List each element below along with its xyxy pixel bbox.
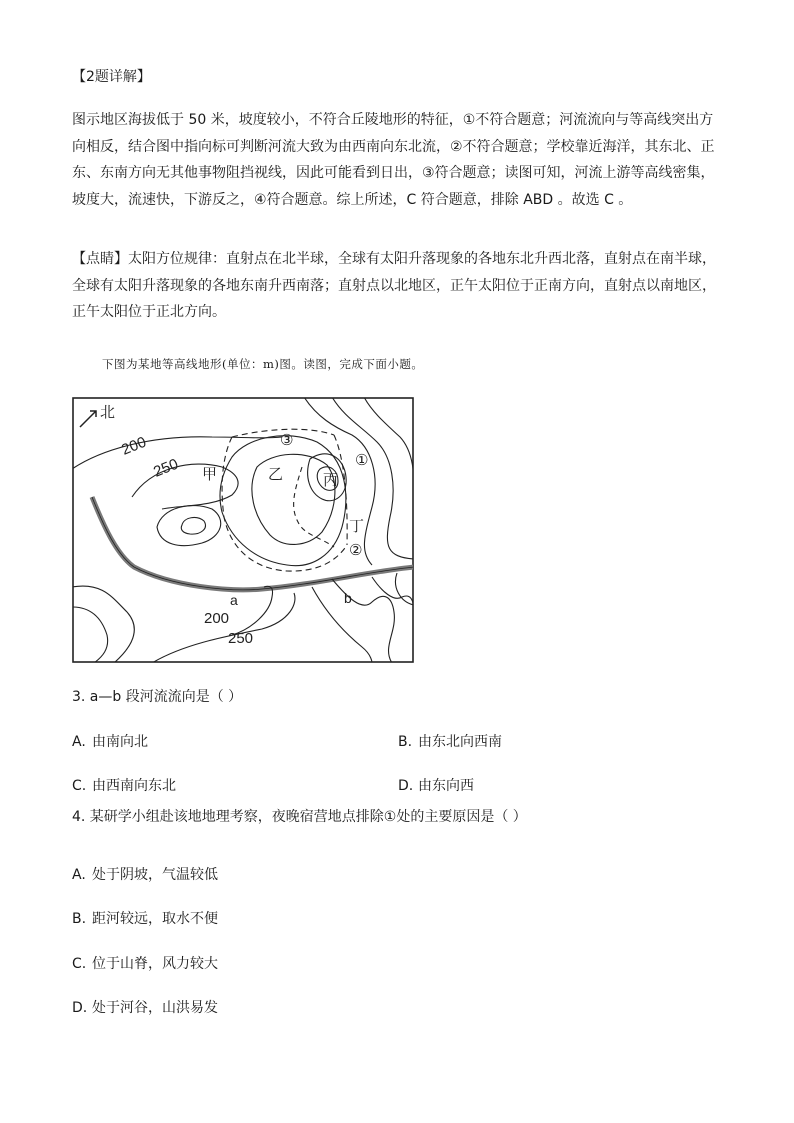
option-text: 由西南向东北	[92, 778, 176, 794]
contour-label: 250	[228, 630, 254, 647]
option-letter: D.	[398, 778, 414, 794]
section-heading: 【2题详解】	[72, 69, 151, 85]
option-text: 由南向北	[92, 734, 148, 750]
contour-label: 200	[119, 433, 149, 459]
marker-2: ②	[349, 542, 363, 559]
option-text: 距河较远，取水不便	[92, 911, 218, 927]
figure-caption: 下图为某地等高线地形(单位：m)图。读图，完成下面小题。	[102, 357, 424, 371]
q4-option-c[interactable]	[72, 953, 218, 973]
marker-1: ①	[355, 452, 369, 469]
place-label-b: b	[344, 590, 352, 606]
place-label-yi: 乙	[268, 466, 284, 483]
option-text: 位于山脊，风力较大	[92, 956, 218, 972]
option-text: 处于河谷，山洪易发	[92, 1000, 218, 1016]
option-letter: C.	[72, 778, 87, 794]
q3-option-c[interactable]	[72, 775, 176, 795]
north-label: 北	[100, 404, 116, 421]
option-text: 由东向西	[418, 778, 474, 794]
contour-map	[72, 397, 414, 663]
option-text: 处于阴坡，气温较低	[92, 867, 218, 883]
tip-text: 【点睛】太阳方位规律：直射点在北半球，全球有太阳升落现象的各地东北升西北落，直射点在南半球，全球有太阳升落现象的各地东南升西南落；直射点以北地区，正午太阳位于正南方向，直射点以南地区，正午太阳位于正北方向。	[72, 251, 716, 320]
marker-3: ③	[280, 432, 294, 449]
place-label-a: a	[230, 592, 238, 608]
q4-stem: 4. 某研学小组赴该地地理考察，夜晚宿营地点排除①处的主要原因是（ ）	[72, 809, 527, 825]
contour-label: 200	[204, 610, 230, 627]
option-letter: A.	[72, 734, 86, 750]
q4-option-a[interactable]	[72, 864, 218, 884]
place-label-ding: 丁	[349, 518, 365, 535]
place-label-jia: 甲	[202, 466, 218, 483]
contour-label: 250	[151, 455, 181, 481]
option-letter: B.	[398, 734, 413, 750]
q4-option-b[interactable]	[72, 908, 218, 928]
q3-stem: 3. a—b 段河流流向是（ ）	[72, 689, 243, 705]
place-label-bing: 丙	[323, 472, 339, 489]
option-letter: A.	[72, 867, 86, 883]
explanation-text: 图示地区海拔低于 50 米，坡度较小，不符合丘陵地形的特征，①不符合题意；河流流向与等高线突出方向相反，结合图中指向标可判断河流大致为由西南向东北流，②不符合题意；学校靠近海洋，其东北、正东、东南方向无其他事物阻挡视线，因此可能看到日出，③符合题意；读图可知，河流上游等高线密集，坡度大，流速快，下游反之，④符合题意。综上所述，C 符合题意，排除 ABD 。故选 C 。	[72, 112, 715, 208]
option-letter: C.	[72, 956, 87, 972]
option-letter: B.	[72, 911, 87, 927]
option-letter: D.	[72, 1000, 88, 1016]
q4-option-d[interactable]	[72, 997, 218, 1017]
q3-option-a[interactable]	[72, 731, 148, 751]
q3-option-d[interactable]	[398, 775, 474, 795]
option-text: 由东北向西南	[418, 734, 502, 750]
q3-option-b[interactable]	[398, 731, 502, 751]
